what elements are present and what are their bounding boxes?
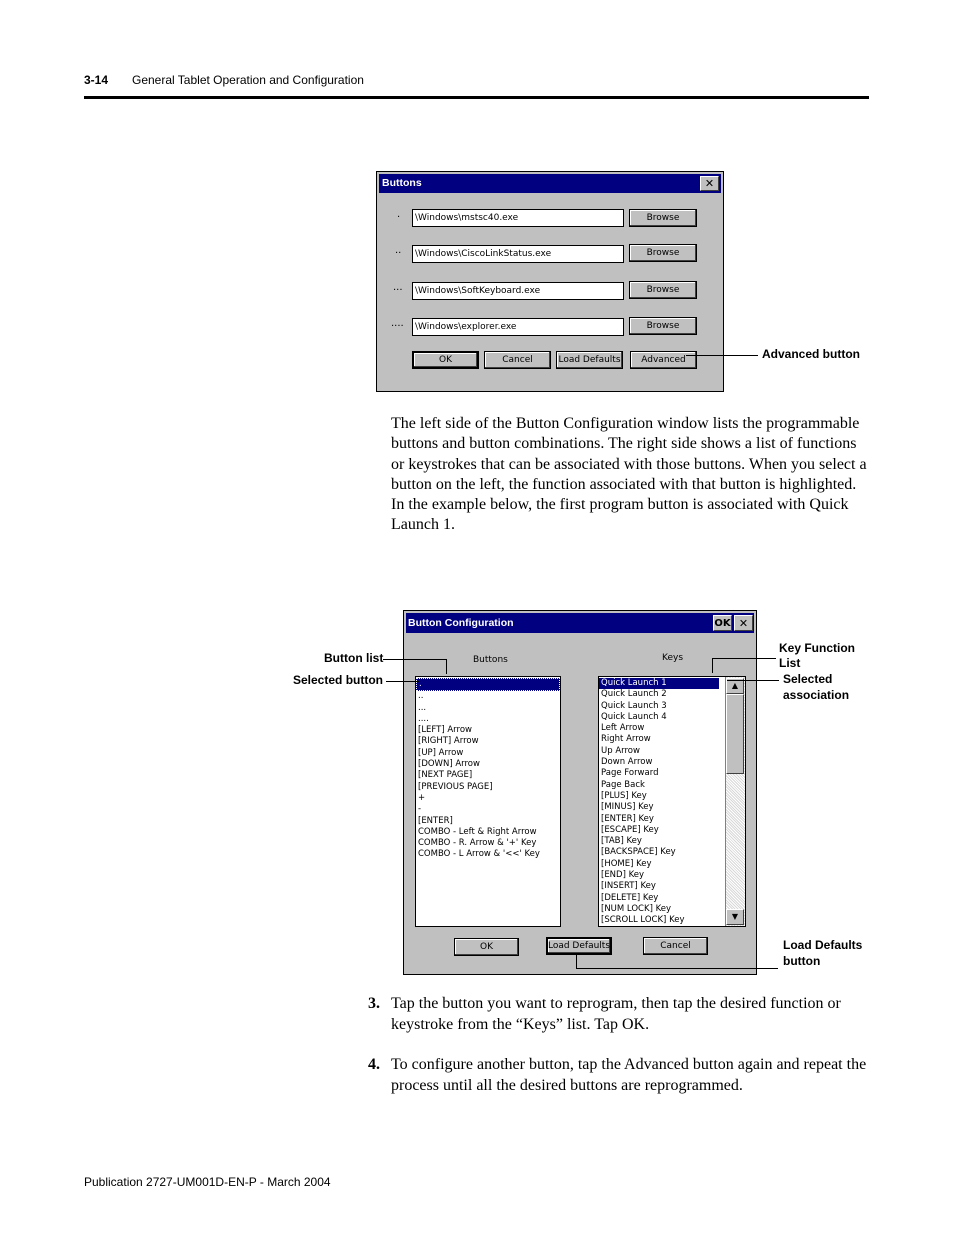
list-item[interactable]: [HOME] Key xyxy=(601,858,652,869)
list-item[interactable]: [ENTER] xyxy=(418,815,453,826)
callout-line xyxy=(686,355,758,356)
buttons-dialog-titlebar xyxy=(379,174,721,193)
callout-line xyxy=(712,658,713,673)
step-3 xyxy=(368,994,868,1036)
list-item[interactable]: Quick Launch 2 xyxy=(601,689,667,700)
browse-button[interactable]: Browse xyxy=(629,317,697,335)
scroll-thumb[interactable] xyxy=(726,694,744,774)
list-item[interactable]: [NEXT PAGE] xyxy=(418,770,473,781)
keys-column-header: Keys xyxy=(662,653,684,663)
close-button[interactable] xyxy=(734,615,753,631)
chapter-title: General Tablet Operation and Configuration xyxy=(132,73,364,87)
list-item[interactable]: [SCROLL LOCK] Key xyxy=(601,915,685,926)
list-item[interactable]: [ENTER] Key xyxy=(601,813,654,824)
list-item[interactable]: [ESCAPE] Key xyxy=(601,824,659,835)
close-icon: ✕ xyxy=(704,177,715,190)
list-item[interactable]: Page Back xyxy=(601,779,645,790)
list-item[interactable]: .. xyxy=(418,691,424,702)
buttons-dialog-title: Buttons xyxy=(382,177,422,189)
page-number: 3-14 xyxy=(84,73,109,87)
step-number: 3. xyxy=(368,995,380,1012)
button-indicator: .. xyxy=(395,245,402,256)
description-paragraph: The left side of the Button Configuration window lists the programmable buttons and button combinations. The right side shows a list of functions or keystrokes that can be associated with those buttons. When you select a button on the left, the function associated with that button is highlighted. In the example below, the first program button is associated with Quick Launch 1. xyxy=(391,415,867,534)
callout-line xyxy=(576,953,577,969)
list-item[interactable]: . xyxy=(416,678,560,691)
keys-list[interactable] xyxy=(598,676,746,927)
step-4 xyxy=(368,1055,868,1119)
list-item[interactable]: Up Arrow xyxy=(601,745,640,756)
callout-selected-association-line1: Selected xyxy=(783,672,833,686)
callout-selected-association-line2: association xyxy=(783,688,850,702)
close-icon: ✕ xyxy=(738,616,749,630)
program-path-field[interactable]: \Windows\SoftKeyboard.exe xyxy=(412,282,624,300)
list-item[interactable]: [LEFT] Arrow xyxy=(418,725,472,736)
button-configuration-dialog xyxy=(403,610,757,975)
list-item[interactable]: [TAB] Key xyxy=(601,836,642,847)
list-item[interactable]: Down Arrow xyxy=(601,757,653,768)
button-indicator: . xyxy=(397,209,401,220)
list-item[interactable]: + xyxy=(418,792,426,803)
list-item[interactable]: [NUM LOCK] Key xyxy=(601,903,671,914)
load-defaults-button[interactable]: Load Defaults xyxy=(546,937,612,955)
step-text: To configure another button, tap the Advanced button again and repeat the process until all the desired buttons are reprogrammed. xyxy=(391,1056,867,1094)
scroll-up-icon: ▲ xyxy=(731,681,739,691)
buttons-column-header: Buttons xyxy=(473,655,508,665)
list-item[interactable]: [DOWN] Arrow xyxy=(418,759,480,770)
callout-key-function-list-line1: Key Function xyxy=(779,641,856,655)
browse-button[interactable]: Browse xyxy=(629,244,697,262)
button-indicator: .... xyxy=(391,318,404,329)
ok-button[interactable]: OK xyxy=(454,938,519,956)
callout-line xyxy=(446,659,447,674)
program-path-field[interactable]: \Windows\CiscoLinkStatus.exe xyxy=(412,245,624,263)
list-item[interactable]: Left Arrow xyxy=(601,723,645,734)
button-config-titlebar xyxy=(406,613,754,633)
list-item[interactable]: [UP] Arrow xyxy=(418,747,464,758)
list-item[interactable]: Quick Launch 3 xyxy=(601,700,667,711)
button-config-title: Button Configuration xyxy=(408,617,514,629)
list-item[interactable]: [DELETE] Key xyxy=(601,892,659,903)
list-item[interactable]: [MINUS] Key xyxy=(601,802,654,813)
browse-button[interactable]: Browse xyxy=(629,281,697,299)
ok-icon: OK xyxy=(714,617,731,629)
list-item[interactable]: - xyxy=(418,804,422,815)
list-item[interactable]: [PREVIOUS PAGE] xyxy=(418,781,493,792)
cancel-button[interactable]: Cancel xyxy=(643,937,708,955)
callout-line xyxy=(386,681,419,682)
callout-line xyxy=(712,658,776,659)
callout-load-defaults-line2: button xyxy=(783,954,821,968)
list-item[interactable]: [PLUS] Key xyxy=(601,790,647,801)
close-button[interactable] xyxy=(700,176,719,191)
publication-footer: Publication 2727-UM001D-EN-P - March 2004 xyxy=(84,1175,331,1189)
program-path-field[interactable]: \Windows\mstsc40.exe xyxy=(412,209,624,227)
callout-key-function-list-line2: List xyxy=(779,656,801,670)
list-item[interactable]: COMBO - L Arrow & '<<' Key xyxy=(418,849,540,860)
list-item[interactable]: [BACKSPACE] Key xyxy=(601,847,676,858)
callout-advanced-button: Advanced button xyxy=(762,347,860,361)
browse-button[interactable]: Browse xyxy=(629,209,697,227)
list-item[interactable]: Page Forward xyxy=(601,768,659,779)
ok-title-button[interactable] xyxy=(713,615,732,631)
list-item[interactable]: Quick Launch 4 xyxy=(601,711,667,722)
scroll-down-icon: ▼ xyxy=(731,912,739,922)
step-number: 4. xyxy=(368,1056,380,1073)
header-rule xyxy=(84,96,869,99)
button-indicator: ... xyxy=(393,282,403,293)
list-item[interactable]: [END] Key xyxy=(601,870,645,881)
ok-button[interactable]: OK xyxy=(412,351,479,369)
scroll-down-button[interactable] xyxy=(726,909,744,925)
list-item[interactable]: [RIGHT] Arrow xyxy=(418,736,479,747)
list-item[interactable]: COMBO - Left & Right Arrow xyxy=(418,826,537,837)
list-item[interactable]: ... xyxy=(418,702,427,713)
callout-load-defaults-line1: Load Defaults xyxy=(783,938,863,952)
list-item[interactable]: Quick Launch 1 xyxy=(599,678,719,689)
callout-line xyxy=(576,968,778,969)
program-path-field[interactable]: \Windows\explorer.exe xyxy=(412,318,624,336)
callout-line xyxy=(727,680,779,681)
list-item[interactable]: Right Arrow xyxy=(601,734,651,745)
cancel-button[interactable]: Cancel xyxy=(484,351,551,369)
advanced-button[interactable]: Advanced xyxy=(630,351,697,369)
buttons-dialog xyxy=(376,171,724,392)
list-item[interactable]: [INSERT] Key xyxy=(601,881,656,892)
buttons-list[interactable] xyxy=(415,676,561,927)
list-item[interactable]: .... xyxy=(418,713,429,724)
step-text: Tap the button you want to reprogram, then tap the desired function or keystroke from the “Keys” list. Tap OK. xyxy=(391,995,841,1033)
callout-button-list: Button list xyxy=(324,651,384,665)
list-item[interactable]: COMBO - R. Arrow & '+' Key xyxy=(418,838,537,849)
callout-line xyxy=(383,659,447,660)
callout-selected-button: Selected button xyxy=(293,673,384,687)
load-defaults-button[interactable]: Load Defaults xyxy=(556,351,623,369)
